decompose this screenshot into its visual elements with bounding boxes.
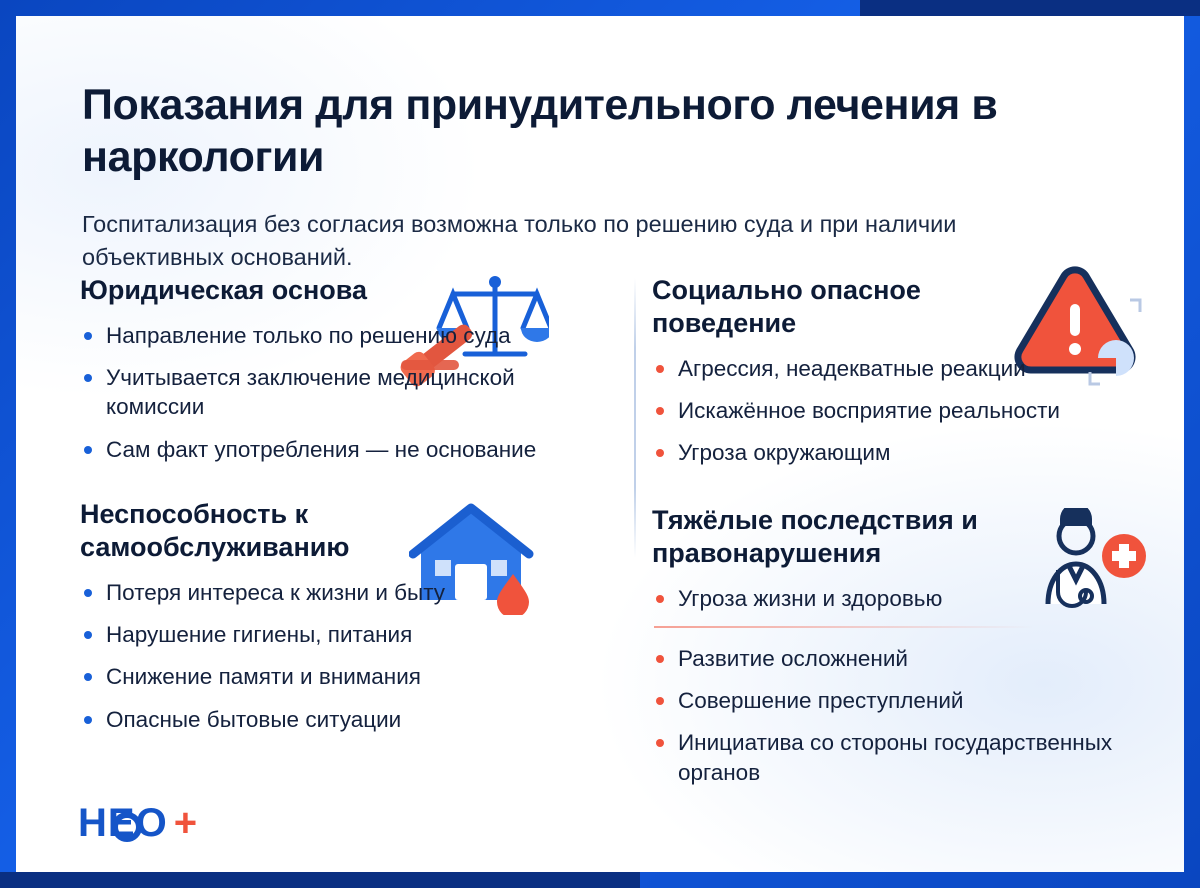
list-item: Инициатива со стороны государственных органов [652, 728, 1138, 787]
section-title-legal-basis: Юридическая основа [80, 275, 368, 305]
frame-accent-bottom [0, 872, 640, 888]
column-divider [634, 278, 636, 558]
section-title-dangerous-behavior: Социально опасное поведение [652, 275, 921, 338]
logo-text: HEO [78, 801, 168, 845]
section-severe-consequences [652, 504, 1172, 787]
section-self-care-inability [80, 498, 625, 734]
list-item: Опасные бытовые ситуации [80, 705, 566, 734]
bullet-list-self-care-inability [80, 578, 625, 734]
list-item: Направление только по решению суда [80, 321, 566, 350]
poster-card [16, 16, 1184, 872]
section-legal-basis [80, 274, 625, 464]
warning-triangle-icon [1012, 264, 1142, 409]
page-subtitle: Госпитализация без согласия возможна только по решению суда и при наличии объективных оснований. [82, 210, 957, 270]
frame-accent-top [860, 0, 1200, 16]
logo-plus: + [173, 801, 198, 845]
left-column [80, 274, 625, 760]
list-item: Агрессия, неадекватные реакции [652, 354, 1138, 383]
page-title: Показания для принудительного лечения в наркологии [82, 80, 998, 182]
section-title-self-care-inability: Неспособность к самообслуживанию [80, 498, 350, 562]
list-item: Учитывается заключение медицинской комиссии [80, 363, 566, 422]
list-item: Сам факт употребления — не основание [80, 435, 566, 464]
bullet-list-severe-consequences [652, 644, 1172, 787]
list-item: Искажённое восприятие реальности [652, 396, 1138, 425]
section-hairline [654, 626, 1034, 628]
list-item: Снижение памяти и внимания [80, 662, 566, 691]
list-item: Нарушение гигиены, питания [80, 620, 566, 649]
list-item: Совершение преступлений [652, 686, 1138, 715]
list-item: Потеря интереса к жизни и быту [80, 578, 566, 607]
list-item-highlight: Угроза жизни и здоровью [652, 584, 1138, 613]
list-item: Угроза окружающим [652, 438, 1138, 467]
logo-ring-icon [112, 812, 142, 842]
bullet-list-legal-basis [80, 321, 625, 464]
section-dangerous-behavior [652, 274, 1172, 468]
bullet-list-dangerous-behavior [652, 354, 1172, 468]
list-item: Развитие осложнений [652, 644, 1138, 673]
section-title-severe-consequences: Тяжёлые последствия и правонарушения [652, 504, 978, 568]
right-column [652, 274, 1172, 813]
bullet-list-severe-highlight [652, 584, 1172, 613]
